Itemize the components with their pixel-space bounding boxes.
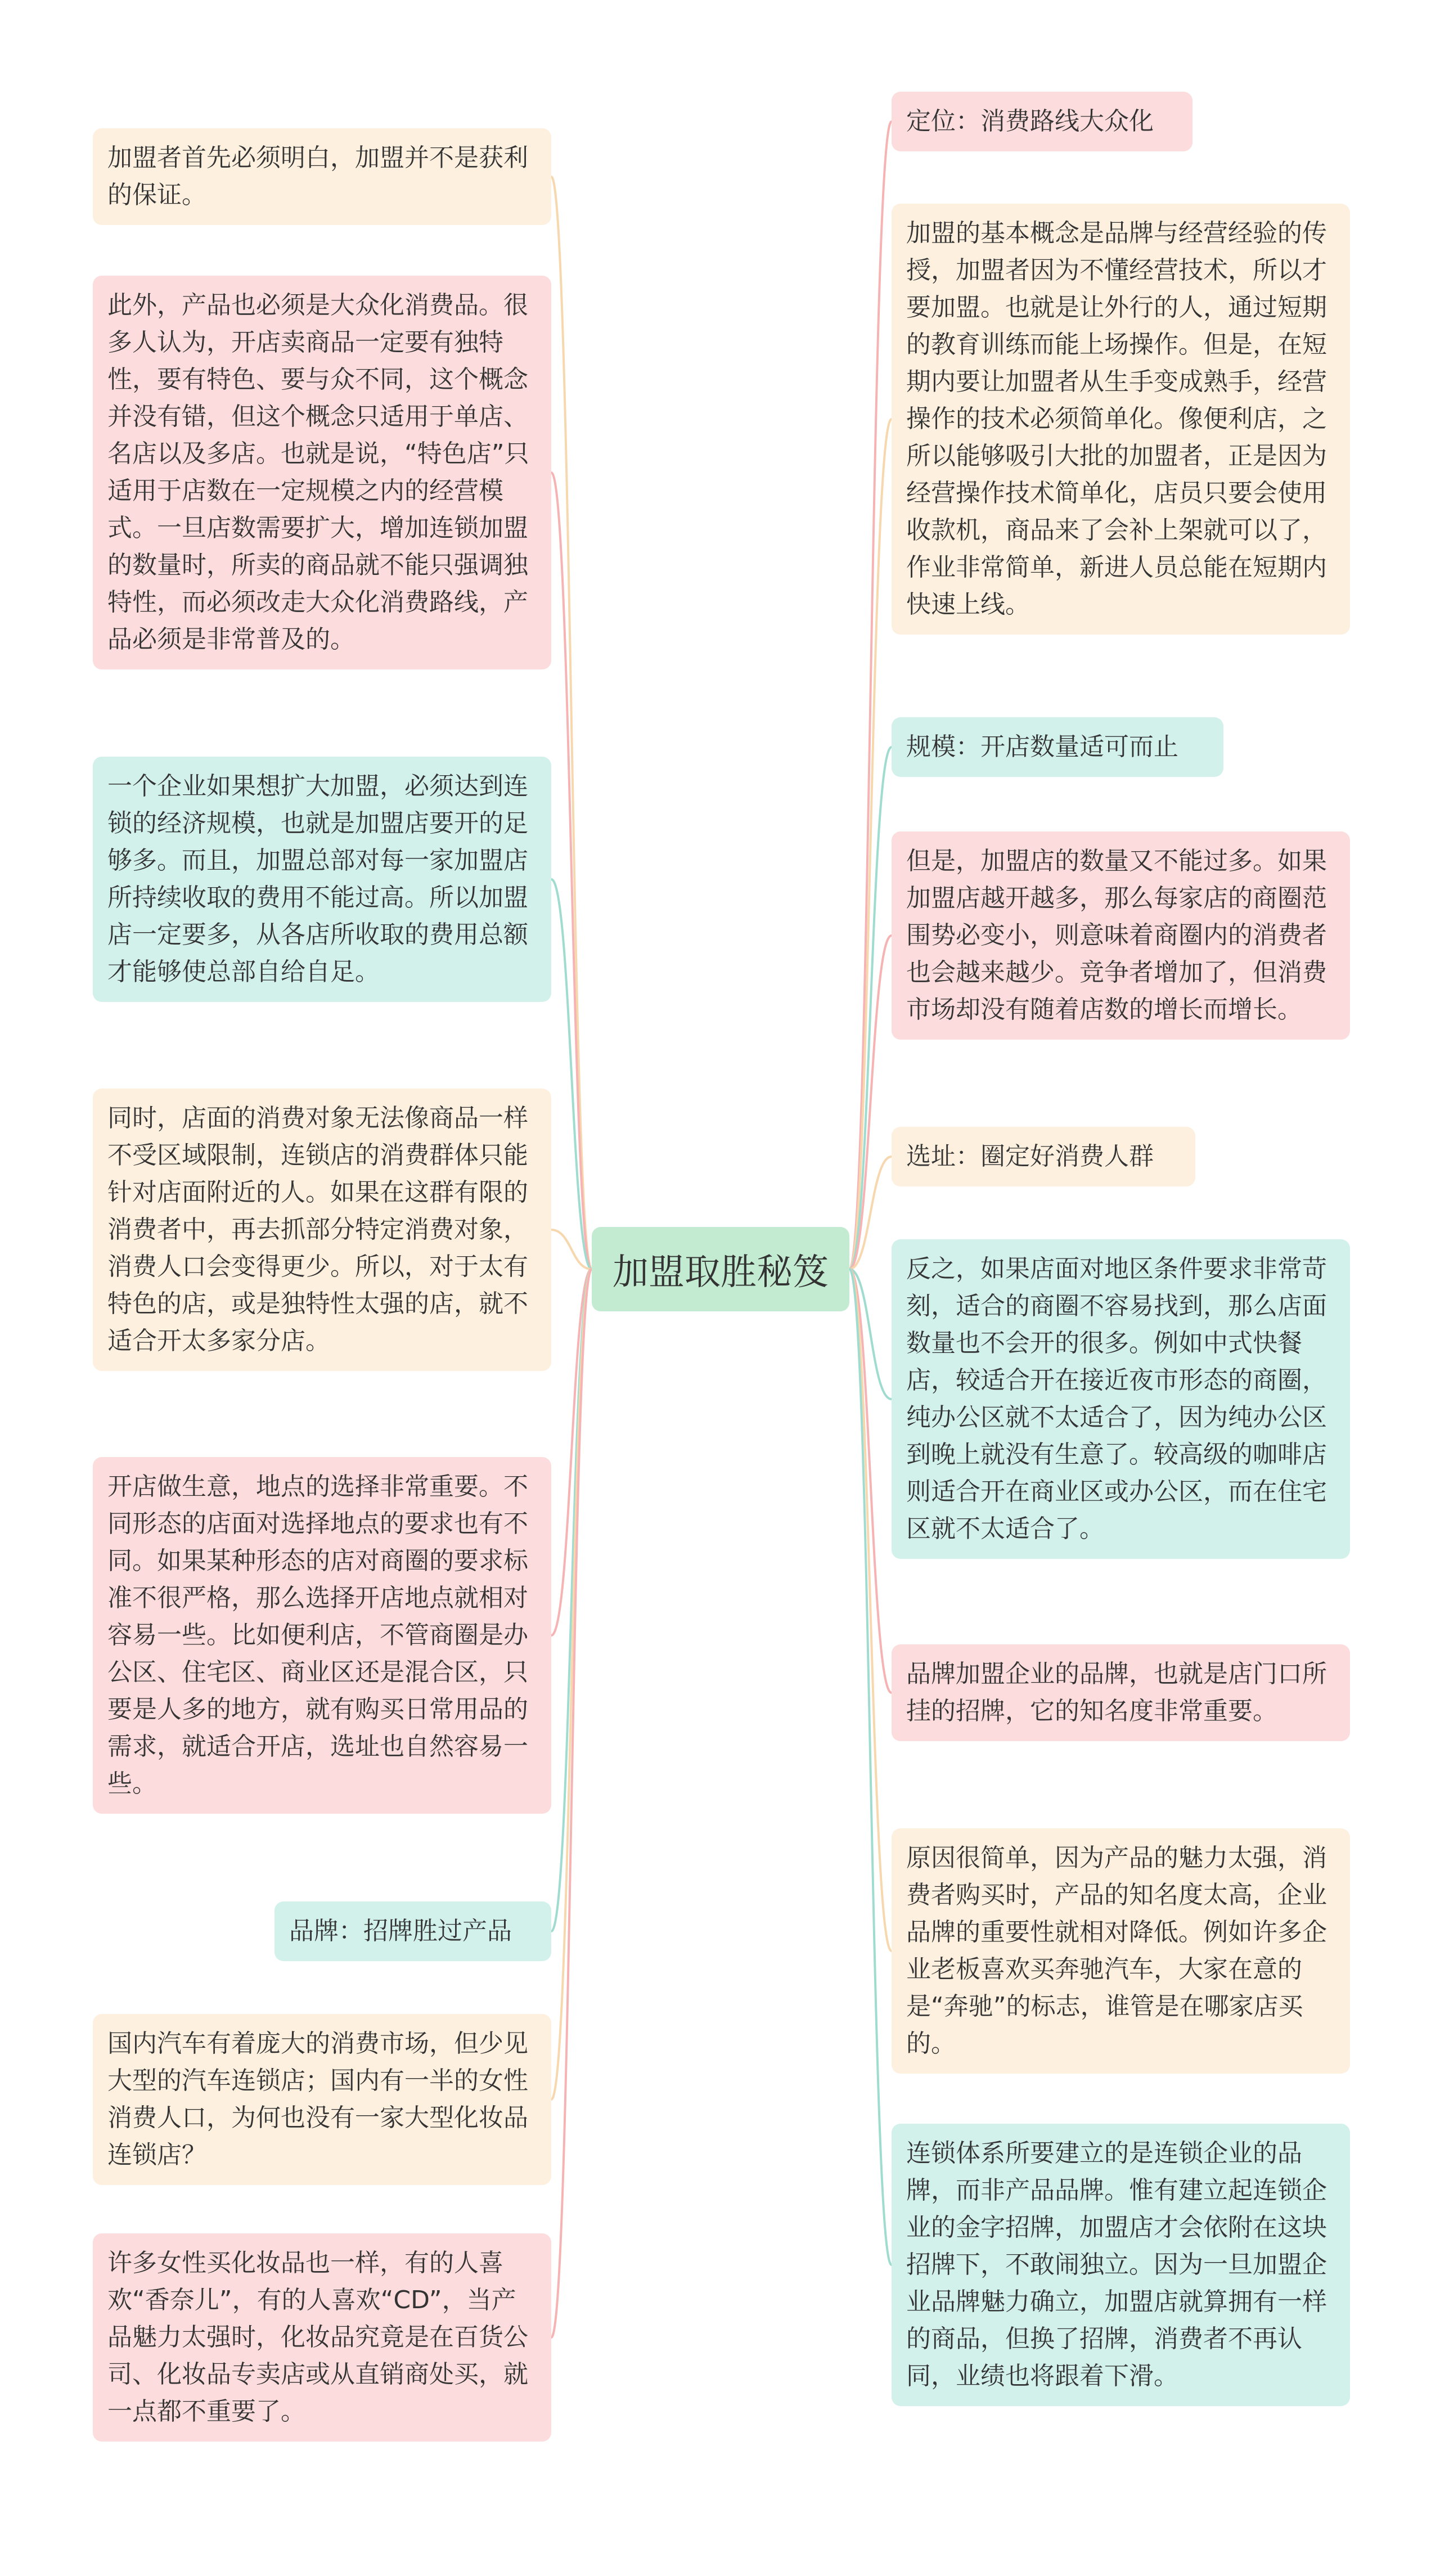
node-text: 一个企业如果想扩大加盟，必须达到连锁的经济规模，也就是加盟店要开的足够多。而且，加盟总部对每一家加盟店所持续收取的费用不能过高。所以加盟店一定要多，从各店所收取的费用总额才能够使总部自给自足。	[107, 772, 528, 986]
connector-right-1	[849, 122, 892, 1269]
left-node-7[interactable]	[93, 2014, 551, 2185]
node-text: 但是，加盟店的数量又不能过多。如果加盟店越开越多，那么每家店的商圈范围势必变小，则意味着商圈内的消费者也会越来越少。竞争者增加了，但消费市场却没有随着店数的增长而增长。	[906, 847, 1327, 1024]
connector-right-5	[849, 1157, 892, 1269]
right-node-5[interactable]	[892, 1127, 1195, 1186]
node-text: 连锁体系所要建立的是连锁企业的品牌，而非产品品牌。惟有建立起连锁企业的金字招牌，加盟店才会依附在这块招牌下，不敢闹独立。因为一旦加盟企业品牌魅力确立，加盟店就算拥有一样的商品，但换了招牌，消费者不再认同，业绩也将跟着下滑。	[906, 2139, 1327, 2390]
connector-left-2	[551, 473, 592, 1269]
connector-right-2	[849, 419, 892, 1269]
left-node-2[interactable]	[93, 276, 551, 669]
node-text: 品牌：招牌胜过产品	[289, 1917, 512, 1945]
right-node-2[interactable]	[892, 204, 1350, 635]
connector-left-1	[551, 177, 592, 1269]
left-node-3[interactable]	[93, 757, 551, 1002]
connector-left-7	[551, 1269, 592, 2100]
connector-left-4	[551, 1230, 592, 1269]
right-node-4[interactable]	[892, 831, 1350, 1040]
node-text: 加盟的基本概念是品牌与经营经验的传授，加盟者因为不懂经营技术，所以才要加盟。也就是让外行的人，通过短期的教育训练而能上场操作。但是，在短期内要让加盟者从生手变成熟手，经营操作的技术必须简单化。像便利店，之所以能够吸引大批的加盟者，正是因为经营操作技术简单化，店员只要会使用收款机，商品来了会补上架就可以了，作业非常简单，新进人员总能在短期内快速上线。	[906, 219, 1327, 619]
right-node-9[interactable]	[892, 2124, 1350, 2406]
node-text: 反之，如果店面对地区条件要求非常苛刻，适合的商圈不容易找到，那么店面数量也不会开的很多。例如中式快餐店，较适合开在接近夜市形态的商圈，纯办公区就不太适合了，因为纯办公区到晚上就没有生意了。较高级的咖啡店则适合开在商业区或办公区，而在住宅区就不太适合了。	[906, 1255, 1327, 1543]
left-node-8[interactable]	[93, 2233, 551, 2442]
left-node-1[interactable]	[93, 128, 551, 225]
root-node[interactable]	[592, 1227, 849, 1311]
right-node-8[interactable]	[892, 1828, 1350, 2074]
connector-right-6	[849, 1269, 892, 1399]
node-text: 加盟者首先必须明白，加盟并不是获利的保证。	[107, 143, 528, 209]
connector-left-5	[551, 1269, 592, 1635]
node-text: 选址：圈定好消费人群	[906, 1142, 1154, 1171]
node-text: 定位：消费路线大众化	[906, 107, 1154, 136]
right-node-7[interactable]	[892, 1644, 1350, 1741]
connector-right-9	[849, 1269, 892, 2265]
root-label: 加盟取胜秘笈	[613, 1252, 829, 1293]
node-text: 许多女性买化妆品也一样，有的人喜欢“香奈儿”，有的人喜欢“CD”，当产品魅力太强时，化妆品究竟是在百货公司、化妆品专卖店或从直销商处买，就一点都不重要了。	[107, 2249, 528, 2426]
node-text: 国内汽车有着庞大的消费市场，但少见大型的汽车连锁店；国内有一半的女性消费人口，为何也没有一家大型化妆品连锁店？	[107, 2029, 528, 2169]
connector-left-6	[551, 1269, 592, 1931]
connector-left-3	[551, 879, 592, 1269]
node-text: 规模：开店数量适可而止	[906, 732, 1178, 761]
node-text: 同时，店面的消费对象无法像商品一样不受区域限制，连锁店的消费群体只能针对店面附近的人。如果在这群有限的消费者中，再去抓部分特定消费对象，消费人口会变得更少。所以，对于太有特色的店，或是独特性太强的店，就不适合开太多家分店。	[107, 1104, 528, 1355]
connector-left-8	[551, 1269, 592, 2337]
right-node-3[interactable]	[892, 717, 1223, 777]
node-text: 原因很简单，因为产品的魅力太强，消费者购买时，产品的知名度太高，企业品牌的重要性就相对降低。例如许多企业老板喜欢买奔驰汽车，大家在意的是“奔驰”的标志，谁管是在哪家店买的。	[906, 1844, 1327, 2058]
connector-right-8	[849, 1269, 892, 1951]
left-node-4[interactable]	[93, 1089, 551, 1371]
left-node-6[interactable]	[274, 1901, 551, 1961]
connector-right-3	[849, 747, 892, 1269]
connector-right-7	[849, 1269, 892, 1693]
left-node-5[interactable]	[93, 1457, 551, 1814]
connector-right-4	[849, 936, 892, 1269]
right-node-6[interactable]	[892, 1239, 1350, 1559]
node-text: 此外，产品也必须是大众化消费品。很多人认为，开店卖商品一定要有独特性，要有特色、要与众不同，这个概念并没有错，但这个概念只适用于单店、名店以及多店。也就是说，“特色店”只适用于店数在一定规模之内的经营模式。一旦店数需要扩大，增加连锁加盟的数量时，所卖的商品就不能只强调独特性，而必须改走大众化消费路线，产品必须是非常普及的。	[107, 291, 529, 654]
node-text: 开店做生意，地点的选择非常重要。不同形态的店面对选择地点的要求也有不同。如果某种形态的店对商圈的要求标准不很严格，那么选择开店地点就相对容易一些。比如便利店，不管商圈是办公区、住宅区、商业区还是混合区，只要是人多的地方，就有购买日常用品的需求，就适合开店，选址也自然容易一些。	[107, 1472, 528, 1798]
node-text: 品牌加盟企业的品牌，也就是店门口所挂的招牌，它的知名度非常重要。	[906, 1660, 1327, 1725]
right-node-1[interactable]	[892, 92, 1192, 151]
